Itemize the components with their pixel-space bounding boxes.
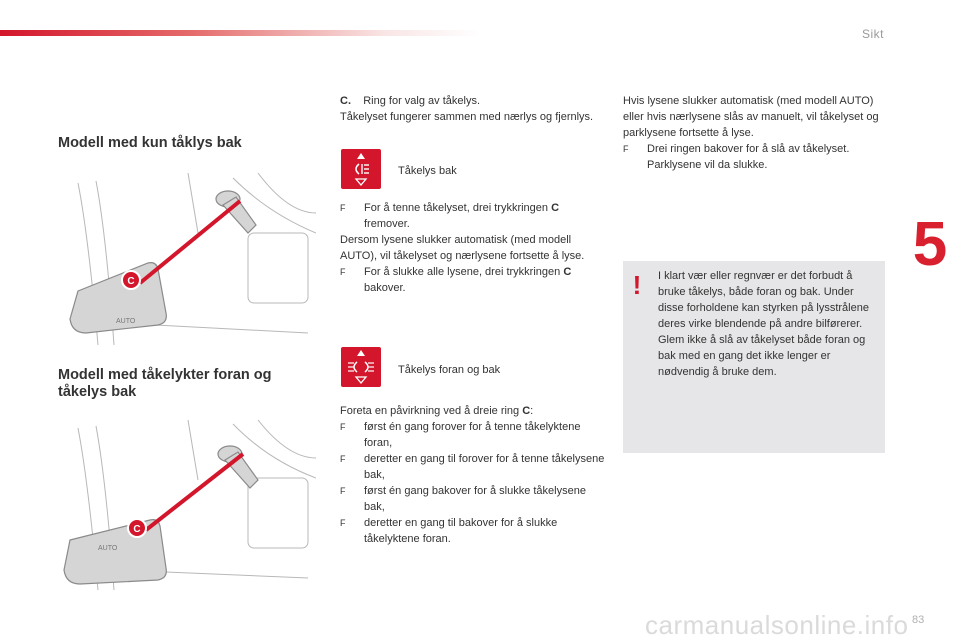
heading-rear-fog-model: Modell med kun tåklys bak [58, 135, 242, 151]
section-title: Sikt [862, 27, 885, 41]
ring-c-marker: C [127, 276, 135, 287]
bullet-mark: F [340, 422, 346, 432]
rear-fog-lamp-label: Tåkelys bak [398, 165, 457, 177]
bullet-mark: F [340, 203, 346, 213]
auto-off-text: Hvis lysene slukker automatisk (med modell AUTO) eller hvis nærlysene slås av manuelt, vil tåkelyset og parklysene fortsette å lyse. F Drei ringen bakover for å slå av tåkelyset. Parklysene vil da slukke. [623, 95, 879, 171]
list-item: F først én gang forover for å tenne tåkelyktene foran, [340, 421, 581, 449]
bullet-mark: F [340, 267, 346, 277]
header-accent-bar [0, 30, 480, 36]
auto-label: AUTO [116, 318, 136, 325]
page-number: 83 [912, 614, 925, 626]
rear-fog-instructions: F For å tenne tåkelyset, drei trykkringen C fremover. Dersom lysene slukker automatisk (med modell AUTO), vil tåkelyset og nærlysene fortsette å lyse. F For å slukke alle lysene, drei trykkringen C bakover. [340, 200, 605, 296]
front-rear-fog-instructions: Foreta en påvirkning ved å dreie ring C: F først én gang forover for å tenne tåkelyktene foran, F deretter en gang til forover for å tenne tåkelysene bak, F først én gang bakover for å slukke tåkelysene bak, F deretter en gang til bakover for å slukke tåkelyktene foran. [340, 405, 605, 545]
list-item: F deretter en gang til bakover for å slukke tåkelyktene foran. [340, 517, 558, 545]
stalk-illustration-front-rear [58, 420, 316, 590]
rear-fog-lamp-icon [341, 149, 381, 189]
ring-description: Ring for valg av tåkelys. [363, 95, 481, 107]
ring-function-note: Tåkelyset fungerer sammen med nærlys og fjernlys. [340, 111, 594, 123]
stalk-illustration-rear [58, 173, 316, 345]
warning-text: I klart vær eller regnvær er det forbudt å bruke tåkelys, både foran og bak. Under disse forholdene kan styrken på lysstrålene deres virke blendende på andre bilførerer. Glem ikke å slå av tåkelyset både foran og bak med en gang det ikke lenger er nødvendig å bruke dem. [658, 270, 869, 378]
heading-front-rear-fog-model: Modell med tåkelykter foran og tåkelys bak [58, 367, 272, 400]
intro-text [340, 93, 605, 125]
list-item: F først én gang bakover for å slukke tåkelysene bak, [340, 485, 586, 513]
bullet-mark: F [340, 518, 346, 528]
front-rear-fog-lamp-icon [341, 347, 381, 387]
watermark: carmanualsonline.info [645, 610, 909, 640]
auto-label: AUTO [98, 545, 118, 552]
list-item: F deretter en gang til forover for å tenne tåkelysene bak, [340, 453, 605, 481]
ring-key: C. [340, 95, 351, 107]
bullet-mark: F [623, 144, 629, 154]
bullet-mark: F [340, 454, 346, 464]
front-rear-fog-lamp-label: Tåkelys foran og bak [398, 364, 501, 376]
ring-c-marker: C [133, 524, 141, 535]
bullet-mark: F [340, 486, 346, 496]
warning-icon: ! [632, 270, 642, 300]
auto-mode-note: Dersom lysene slukker automatisk (med modell AUTO), vil tåkelyset og nærlysene fortsette å lyse. [340, 234, 585, 262]
chapter-number: 5 [912, 210, 948, 279]
